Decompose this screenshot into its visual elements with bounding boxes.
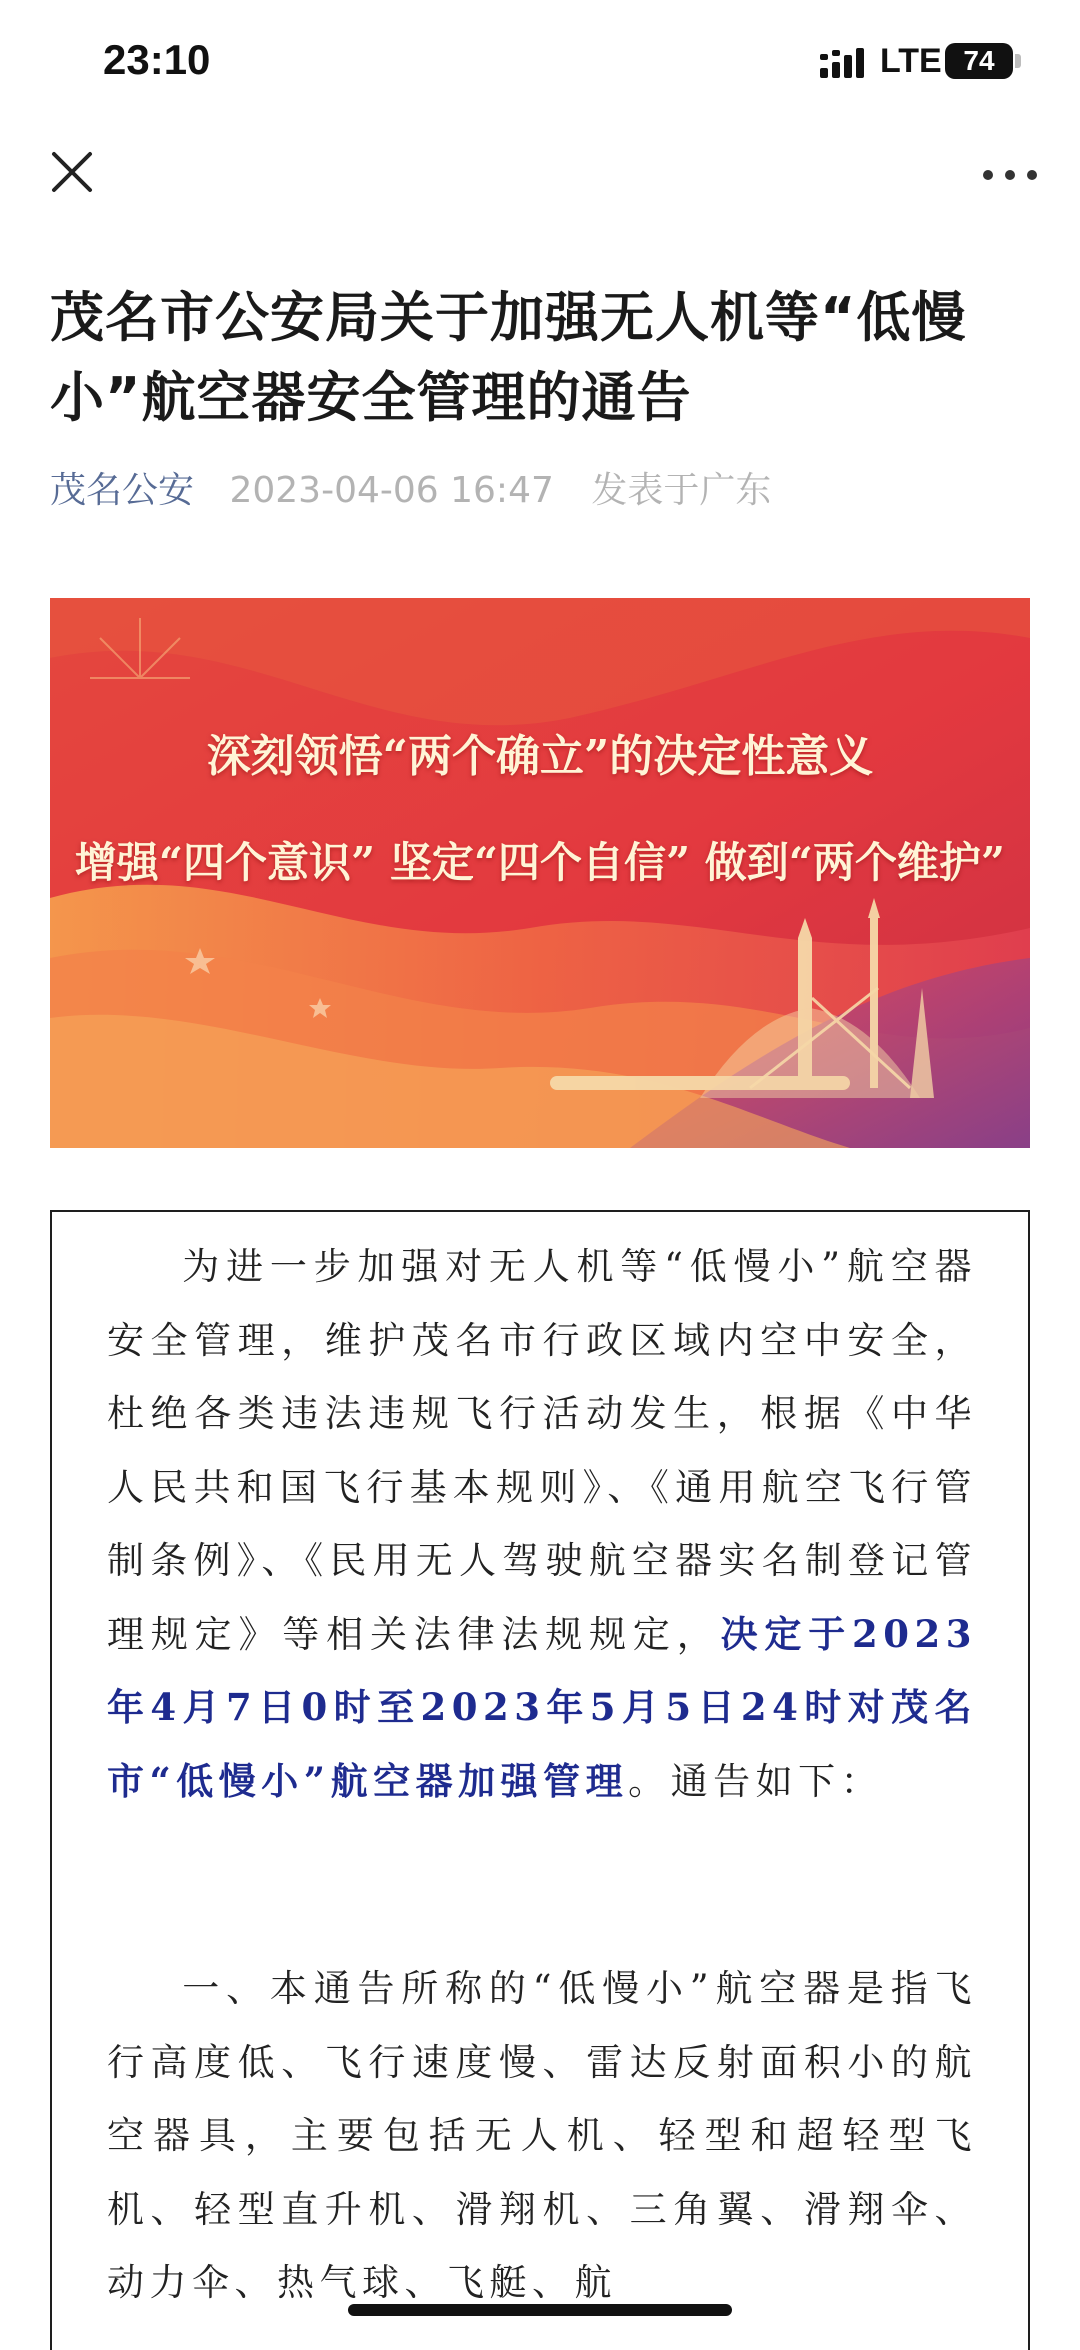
article-meta — [50, 462, 1030, 513]
publish-location: 发表于广东 — [591, 470, 772, 511]
notice-paragraph-1-tail: 。通告如下： — [628, 1759, 884, 1803]
status-time: 23:10 — [103, 36, 211, 83]
notice-highlight: 决定于2023年4月7日0时至2023年5月5日24时对茂名市“低慢小”航空器加强管理 — [107, 1611, 977, 1803]
more-icon[interactable] — [980, 160, 1040, 190]
article-title: 茂名市公安局关于加强无人机等“低慢小”航空器安全管理的通告 — [50, 286, 967, 429]
battery-cap — [1015, 54, 1021, 68]
home-indicator[interactable] — [348, 2304, 732, 2316]
banner-slogan-1: 深刻领悟“两个确立”的决定性意义 — [206, 731, 874, 782]
notice-paragraph-1 — [107, 1230, 977, 1818]
close-icon[interactable] — [50, 150, 94, 194]
network-label: LTE — [880, 42, 942, 80]
signal-icon — [820, 48, 872, 78]
battery-icon — [945, 43, 1013, 79]
battery-level: 74 — [963, 45, 995, 76]
publish-date: 2023-04-06 16:47 — [229, 470, 554, 511]
banner-image — [50, 598, 1030, 1148]
notice-paragraph-2-text: 一、本通告所称的“低慢小”航空器是指飞行高度低、飞行速度慢、雷达反射面积小的航空器具，主要包括无人机、轻型和超轻型飞机、轻型直升机、滑翔机、三角翼、滑翔伞、动力伞、热气球、飞艇、航 — [107, 1967, 977, 2304]
notice-paragraph-2 — [107, 1952, 977, 2320]
status-bar — [0, 0, 1080, 120]
notice-document — [50, 1210, 1030, 2350]
banner-slogan-2: 增强“四个意识” 坚定“四个自信” 做到“两个维护” — [74, 838, 1006, 887]
author-link[interactable]: 茂名公安 — [50, 470, 195, 511]
notice-paragraph-1-text: 为进一步加强对无人机等“低慢小”航空器安全管理，维护茂名市行政区域内空中安全，杜绝各类违法违规飞行活动发生，根据《中华人民共和国飞行基本规则》、《通用航空飞行管制条例》、《民用无人驾驶航空器实名制登记管理规定》等相关法律法规规定， — [107, 1245, 977, 1656]
